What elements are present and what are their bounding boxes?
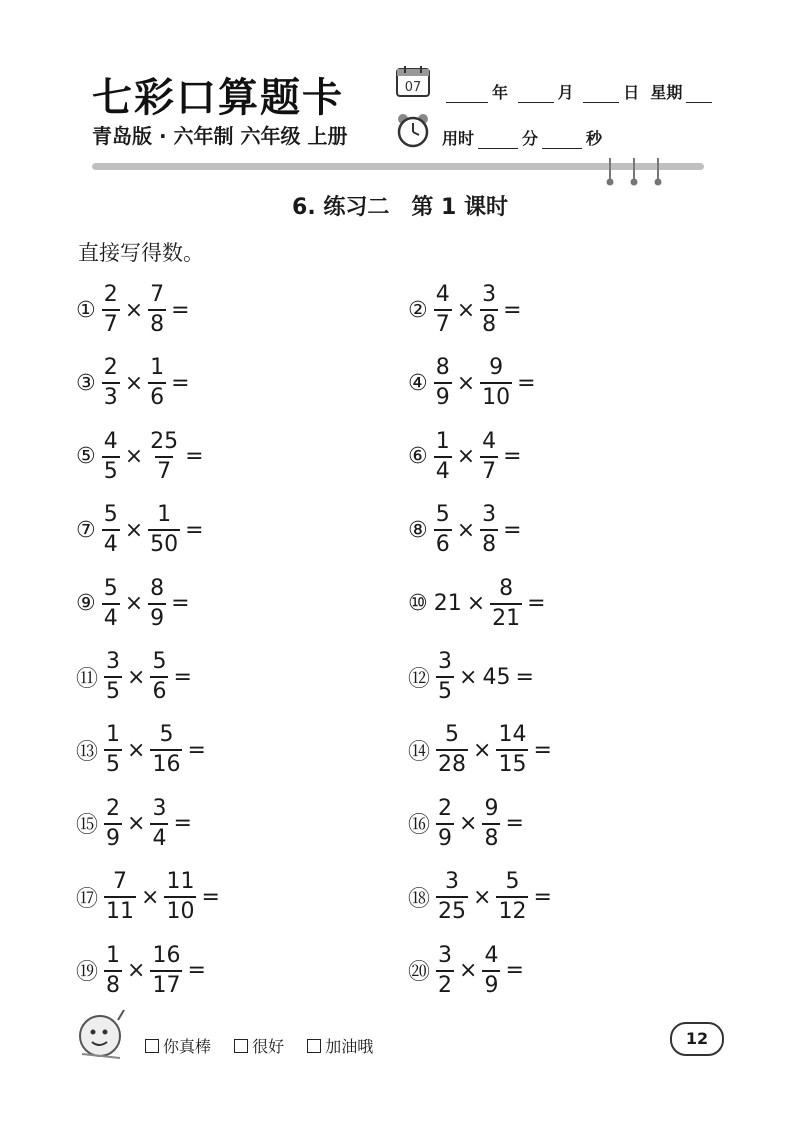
denominator: 3: [102, 382, 120, 409]
fraction: [148, 357, 166, 409]
equals-sign: =: [171, 370, 190, 396]
numerator: 8: [435, 355, 450, 381]
problem-item: [76, 721, 209, 779]
problem-item: [408, 501, 525, 559]
denominator: 2: [436, 970, 454, 997]
denominator: 6: [434, 529, 452, 556]
denominator: 5: [104, 676, 122, 703]
numerator: 8: [499, 575, 514, 601]
numerator: 4: [484, 942, 499, 968]
multiply-sign: ×: [473, 884, 492, 910]
problem-number: ③: [76, 370, 96, 396]
minutes-blank[interactable]: [478, 134, 518, 149]
denominator: 9: [436, 823, 454, 850]
equals-sign: =: [201, 884, 220, 910]
problem-number: ④: [408, 370, 428, 396]
fraction: [480, 504, 498, 556]
calendar-icon: [395, 64, 431, 98]
numerator: 2: [103, 282, 118, 307]
denominator: 9: [148, 603, 166, 630]
fraction: [102, 428, 120, 484]
checkbox[interactable]: [145, 1039, 159, 1053]
problem-number: ⑮: [76, 813, 99, 839]
self-rating-options: [145, 1034, 391, 1057]
denominator: 5: [436, 676, 454, 703]
fraction: [496, 871, 528, 923]
fraction: [150, 795, 168, 851]
problem-number: ⑩: [408, 591, 428, 617]
equals-sign: =: [505, 958, 524, 984]
problem-number: ⑪: [76, 666, 99, 692]
numerator: 1: [106, 942, 121, 968]
denominator: 28: [436, 749, 468, 776]
problem-item: [76, 281, 193, 339]
multiply-sign: ×: [124, 297, 144, 323]
multiply-sign: ×: [459, 811, 478, 837]
denominator: 9: [104, 823, 122, 850]
denominator: 4: [102, 529, 120, 556]
equals-sign: =: [503, 444, 522, 470]
problem-item: [76, 648, 195, 706]
seconds-blank[interactable]: [542, 134, 582, 149]
equals-sign: =: [517, 370, 536, 396]
rating-good[interactable]: 很好: [234, 1034, 284, 1057]
denominator: 4: [434, 456, 452, 483]
numerator: 9: [489, 355, 504, 381]
problem-item: [76, 942, 209, 1000]
numerator: 5: [505, 869, 520, 895]
fraction: [150, 942, 182, 998]
equals-sign: =: [503, 517, 522, 543]
denominator: 15: [496, 749, 528, 776]
fraction: [434, 504, 452, 556]
numerator: 3: [152, 795, 167, 821]
problem-item: [408, 648, 537, 706]
numerator: 2: [438, 795, 453, 821]
fraction: [436, 871, 468, 923]
problem-item: [408, 942, 527, 1000]
fraction: [104, 795, 122, 851]
weekday-blank[interactable]: [686, 88, 712, 103]
fraction: [104, 651, 122, 703]
equals-sign: =: [503, 297, 522, 323]
month-blank[interactable]: [518, 88, 554, 103]
numerator: 5: [103, 575, 118, 601]
numerator: 5: [152, 649, 167, 674]
equals-sign: =: [533, 884, 552, 910]
checkbox[interactable]: [234, 1039, 248, 1053]
numerator: 14: [498, 722, 527, 748]
equals-sign: =: [171, 591, 190, 617]
denominator: 25: [436, 896, 468, 923]
problem-number: ⑲: [76, 960, 99, 986]
equals-sign: =: [527, 591, 546, 617]
denominator: 4: [102, 603, 120, 630]
multiply-sign: ×: [456, 370, 476, 396]
numerator: 3: [445, 869, 460, 895]
numerator: 3: [438, 649, 453, 674]
problem-item: [408, 868, 555, 926]
problem-item: [408, 428, 525, 486]
problem-item: [76, 575, 193, 633]
mascot-illustration-icon: [72, 1006, 132, 1066]
denominator: 5: [104, 749, 122, 776]
denominator: 4: [150, 823, 168, 850]
denominator: 8: [480, 529, 498, 556]
problem-item: [76, 795, 195, 853]
fraction: [434, 284, 452, 336]
rating-excellent[interactable]: 你真棒: [145, 1034, 211, 1057]
denominator: 21: [490, 603, 522, 630]
fraction: [148, 428, 180, 484]
numerator: 1: [157, 502, 172, 528]
denominator: 9: [482, 970, 500, 997]
fraction: [148, 575, 166, 631]
problem-item: [408, 281, 525, 339]
fraction: [480, 357, 512, 409]
equals-sign: =: [173, 811, 192, 837]
multiply-sign: ×: [456, 444, 476, 470]
problem-number: ⑳: [408, 960, 431, 986]
fraction: [164, 871, 196, 923]
multiply-sign: ×: [124, 444, 144, 470]
multiply-sign: ×: [456, 517, 476, 543]
multiply-sign: ×: [124, 517, 144, 543]
problem-item: [408, 795, 527, 853]
numerator: 25: [150, 428, 179, 454]
numerator: 16: [152, 942, 181, 968]
year-blank[interactable]: [446, 88, 488, 103]
fraction: [436, 942, 454, 998]
multiply-sign: ×: [127, 664, 146, 690]
lesson-title: 6. 练习二 第 1 课时: [292, 195, 508, 220]
denominator: 6: [148, 382, 166, 409]
numerator: 4: [435, 282, 450, 307]
fraction: [490, 575, 522, 631]
problem-number: ①: [76, 297, 96, 323]
numerator: 9: [484, 795, 499, 821]
numerator: 3: [106, 649, 121, 674]
problem-number: ⑫: [408, 666, 431, 692]
numerator: 2: [103, 355, 118, 381]
fraction: [496, 724, 528, 776]
problem-item: [408, 575, 549, 633]
problem-number: ⑰: [76, 886, 99, 912]
numerator: 1: [150, 355, 165, 381]
problem-number: ⑯: [408, 813, 431, 839]
numerator: 5: [159, 722, 174, 748]
denominator: 50: [148, 529, 180, 556]
calendar-day: 07: [404, 80, 422, 95]
problem-item: [76, 354, 193, 412]
denominator: 7: [480, 456, 498, 483]
equals-sign: =: [173, 664, 192, 690]
denominator: 8: [480, 309, 498, 336]
alarm-clock-icon: [395, 112, 431, 148]
problem-number: ⑥: [408, 444, 428, 470]
numerator: 2: [106, 795, 121, 821]
fraction: [104, 942, 122, 998]
fraction: [482, 942, 500, 998]
denominator: 7: [434, 309, 452, 336]
equals-sign: =: [185, 517, 204, 543]
problem-number: ⑦: [76, 517, 96, 543]
whole-number: 45: [482, 664, 511, 690]
numerator: 8: [150, 575, 165, 601]
equals-sign: =: [171, 297, 190, 323]
fraction: [102, 504, 120, 556]
problem-number: ②: [408, 297, 428, 323]
numerator: 4: [482, 428, 497, 454]
problem-item: [408, 721, 555, 779]
equals-sign: =: [187, 737, 206, 763]
fraction: [104, 724, 122, 776]
numerator: 3: [482, 502, 497, 528]
fraction: [480, 284, 498, 336]
multiply-sign: ×: [466, 591, 486, 617]
fraction: [148, 284, 166, 336]
numerator: 1: [435, 428, 450, 454]
fraction: [482, 795, 500, 851]
denominator: 10: [480, 382, 512, 409]
numerator: 3: [438, 942, 453, 968]
denominator: 8: [148, 309, 166, 336]
edition-label: 青岛版 · 六年制 六年级 上册: [92, 124, 348, 148]
problem-number: ⑭: [408, 739, 431, 765]
equals-sign: =: [185, 444, 204, 470]
multiply-sign: ×: [124, 591, 144, 617]
denominator: 8: [482, 823, 500, 850]
problem-item: [76, 428, 207, 486]
fraction: [436, 724, 468, 776]
checkbox[interactable]: [307, 1039, 321, 1053]
numerator: 4: [103, 428, 118, 454]
numerator: 3: [482, 282, 497, 307]
date-fill-line: 年 月 日 星期: [442, 80, 716, 103]
problem-number: ⑬: [76, 739, 99, 765]
rating-keep-trying[interactable]: 加油哦: [307, 1034, 373, 1057]
problem-number: ⑧: [408, 517, 428, 543]
problem-item: [408, 354, 539, 412]
denominator: 6: [150, 676, 168, 703]
multiply-sign: ×: [459, 958, 478, 984]
multiply-sign: ×: [459, 664, 478, 690]
fraction: [436, 795, 454, 851]
fraction: [434, 428, 452, 484]
problem-item: [76, 501, 207, 559]
time-fill-line: 用时 分 秒: [442, 129, 603, 148]
multiply-sign: ×: [141, 884, 160, 910]
whole-number: 21: [433, 591, 462, 617]
equals-sign: =: [187, 958, 206, 984]
fraction: [102, 357, 120, 409]
brand-title: 七彩口算题卡: [92, 74, 344, 121]
problem-number: ⑤: [76, 444, 96, 470]
fraction: [148, 504, 180, 556]
equals-sign: =: [505, 811, 524, 837]
problem-number: ⑱: [408, 886, 431, 912]
denominator: 12: [496, 896, 528, 923]
numerator: 7: [113, 869, 128, 895]
page-number: 12: [670, 1022, 724, 1056]
fraction: [102, 284, 120, 336]
fraction: [436, 651, 454, 703]
multiply-sign: ×: [127, 811, 146, 837]
multiply-sign: ×: [127, 958, 146, 984]
numerator: 5: [445, 722, 460, 748]
denominator: 17: [150, 970, 182, 997]
denominator: 7: [102, 309, 120, 336]
denominator: 9: [434, 382, 452, 409]
problem-number: ⑨: [76, 591, 96, 617]
numerator: 7: [150, 282, 165, 307]
binder-rings-icon: [600, 156, 680, 186]
denominator: 16: [150, 749, 182, 776]
denominator: 7: [155, 456, 173, 483]
numerator: 1: [106, 722, 121, 748]
fraction: [150, 651, 168, 703]
fraction: [102, 575, 120, 631]
numerator: 5: [103, 502, 118, 528]
denominator: 11: [104, 896, 136, 923]
denominator: 5: [102, 456, 120, 483]
denominator: 8: [104, 970, 122, 997]
multiply-sign: ×: [127, 737, 146, 763]
multiply-sign: ×: [456, 297, 476, 323]
problem-item: [76, 868, 223, 926]
day-blank[interactable]: [583, 88, 619, 103]
fraction: [480, 428, 498, 484]
instruction-text: 直接写得数。: [78, 241, 204, 265]
equals-sign: =: [515, 664, 534, 690]
fraction: [104, 871, 136, 923]
multiply-sign: ×: [473, 737, 492, 763]
multiply-sign: ×: [124, 370, 144, 396]
fraction: [434, 357, 452, 409]
numerator: 5: [435, 502, 450, 528]
equals-sign: =: [533, 737, 552, 763]
fraction: [150, 724, 182, 776]
denominator: 10: [164, 896, 196, 923]
numerator: 11: [166, 869, 195, 895]
